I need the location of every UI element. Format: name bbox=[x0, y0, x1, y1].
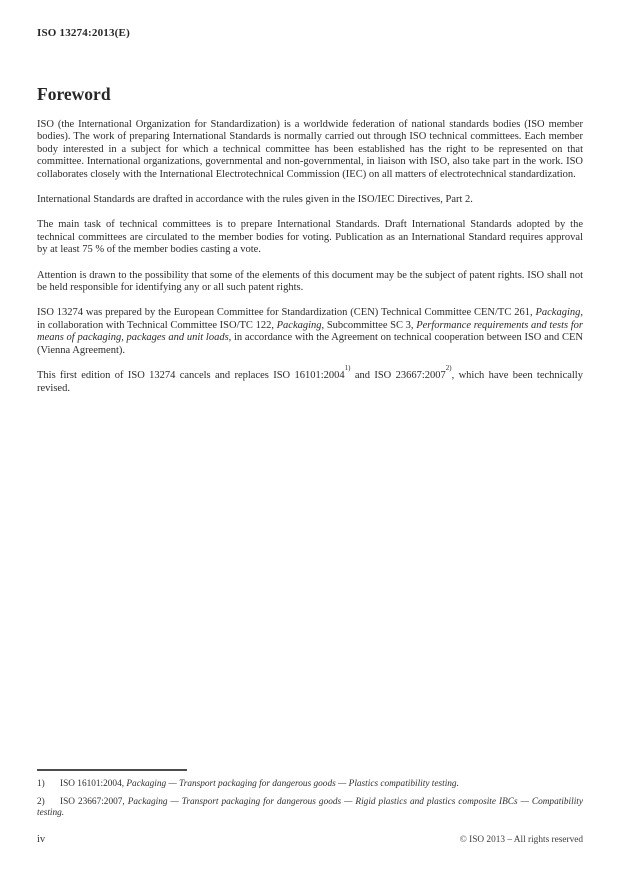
footnote-separator-rule bbox=[37, 769, 187, 771]
prepared-by-segment: , Subcommittee SC 3, bbox=[321, 319, 417, 331]
paragraph-prepared-by bbox=[37, 307, 583, 357]
copyright-notice: © ISO 2013 – All rights reserved bbox=[459, 835, 583, 845]
footnote-1-title-italic: Packaging — Transport packaging for dangerous goods — Plastics compatibility testing. bbox=[126, 779, 459, 789]
committee-title-italic: Packaging bbox=[535, 307, 581, 319]
paragraph-patent-rights: Attention is drawn to the possibility that some of the elements of this document may be the subject of patent rights. ISO shall not be held responsible for identifying any or all such patent rights. bbox=[37, 269, 583, 294]
footnote-2 bbox=[37, 797, 583, 820]
footnote-reference-2: 2) bbox=[445, 364, 452, 373]
footnote-1-reference: ISO 16101:2004, bbox=[60, 779, 127, 789]
first-edition-segment: This first edition of ISO 13274 cancels and replaces ISO 16101:2004 bbox=[37, 370, 345, 382]
foreword-body bbox=[37, 119, 583, 395]
footnote-1 bbox=[37, 779, 583, 791]
paragraph-iso-federation: ISO (the International Organization for Standardization) is a worldwide federation of national standards bodies (ISO member bodies). The work of preparing International Standards is normally carried out through ISO technical committees. Each member body interested in a subject for which a technical committee has been established has the right to be represented on that committee. International organizations, governmental and non-governmental, in liaison with ISO, also take part in the work. ISO collaborates closely with the International Electrotechnical Commission (IEC) on all matters of electrotechnical standardization. bbox=[37, 119, 583, 180]
foreword-heading: Foreword bbox=[37, 84, 111, 104]
footnote-2-reference: ISO 23667:2007, bbox=[60, 796, 128, 807]
footnote-2-marker: 2) bbox=[37, 796, 45, 807]
first-edition-segment: , which have been technically revised. bbox=[37, 370, 583, 394]
paragraph-main-task: The main task of technical committees is to prepare International Standards. Draft International Standards adopted by the technical committees are circulated to the member bodies for voting. Publication as an International Standard requires approval by at least 75 % of the member bodies casting a vote. bbox=[37, 219, 583, 256]
prepared-by-segment: ISO 13274 was prepared by the European Committee for Standardization (CEN) Technical Committee CEN/TC 261, bbox=[37, 307, 536, 319]
paragraph-directives: International Standards are drafted in accordance with the rules given in the ISO/IEC Directives, Part 2. bbox=[37, 194, 473, 206]
page-footer bbox=[37, 834, 583, 845]
page-number: iv bbox=[37, 834, 46, 845]
committee-title-italic: Packaging bbox=[276, 319, 322, 331]
prepared-by-segment: , in collaboration with Technical Committee ISO/TC 122, bbox=[37, 307, 583, 331]
footnote-reference-1: 1) bbox=[344, 364, 351, 373]
document-id-header: ISO 13274:2013(E) bbox=[37, 27, 130, 39]
paragraph-first-edition bbox=[37, 364, 583, 395]
footnotes-section bbox=[37, 769, 583, 826]
first-edition-segment: and ISO 23667:2007 bbox=[350, 370, 446, 382]
footnote-1-marker: 1) bbox=[37, 779, 45, 789]
footnote-2-title-italic: Packaging — Transport packaging for dangerous goods — Rigid plastics and plastics composite IBCs — Compatibility testing. bbox=[37, 796, 583, 818]
prepared-by-segment: , in accordance with the Agreement on technical cooperation between ISO and CEN (Vienna Agreement). bbox=[37, 332, 584, 356]
subcommittee-title-italic: Performance requirements and tests for means of packaging, packages and unit loads bbox=[37, 319, 583, 344]
